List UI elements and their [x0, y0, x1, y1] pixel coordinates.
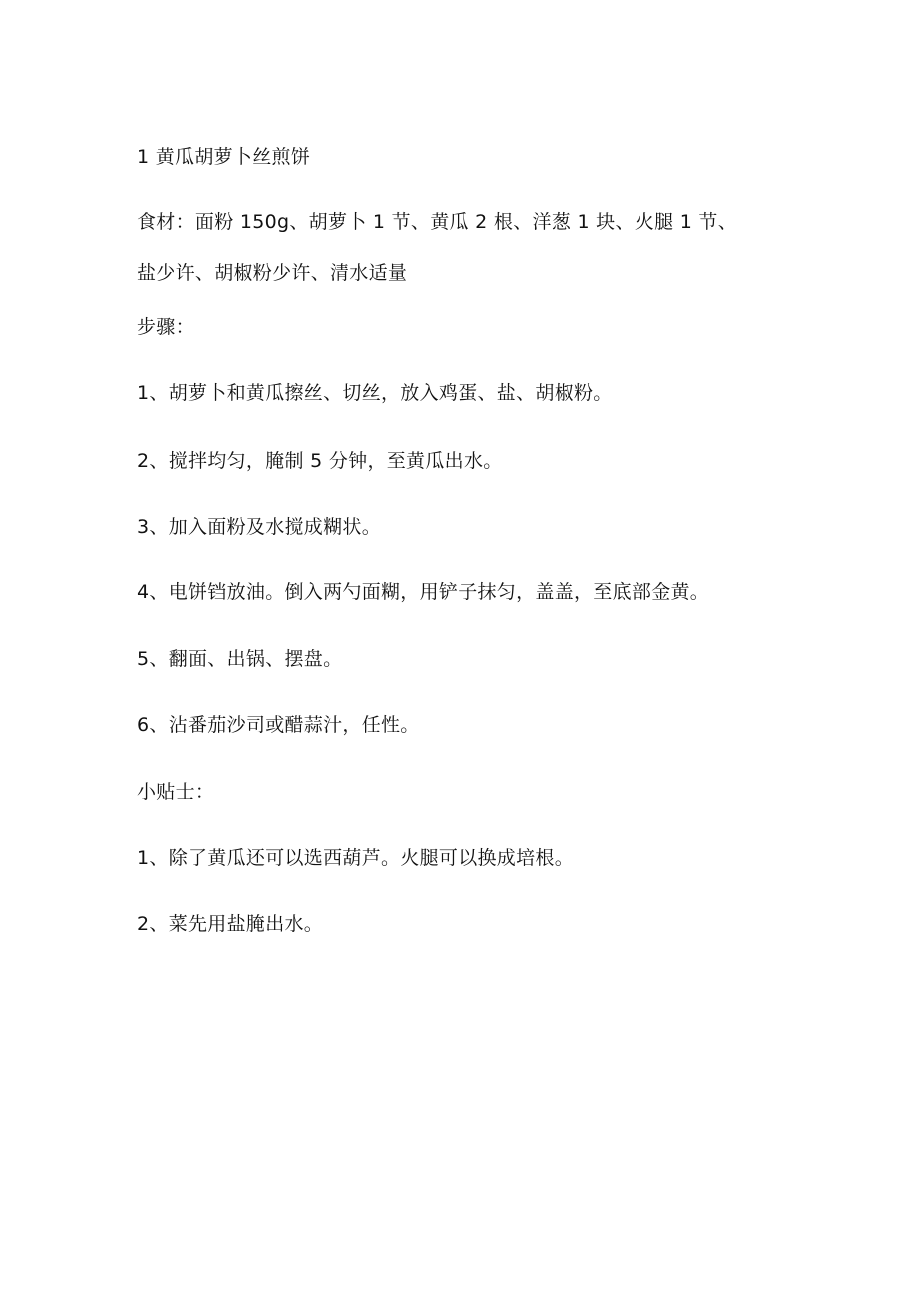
ingredients-line-2: 盐少许、胡椒粉少许、清水适量 — [137, 262, 408, 284]
step-item: 1、胡萝卜和黄瓜擦丝、切丝，放入鸡蛋、盐、胡椒粉。 — [137, 382, 613, 404]
step-item: 6、沾番茄沙司或醋蒜汁，任性。 — [137, 714, 420, 736]
step-item: 3、加入面粉及水搅成糊状。 — [137, 516, 381, 538]
step-item: 5、翻面、出锅、摆盘。 — [137, 648, 343, 670]
tip-item: 2、菜先用盐腌出水。 — [137, 913, 324, 935]
recipe-title: 1 黄瓜胡萝卜丝煎饼 — [137, 146, 311, 168]
tips-heading: 小贴士： — [137, 781, 215, 803]
ingredients-line-1: 食材：面粉 150g、胡萝卜 1 节、黄瓜 2 根、洋葱 1 块、火腿 1 节、 — [137, 211, 738, 233]
step-item: 2、搅拌均匀，腌制 5 分钟，至黄瓜出水。 — [137, 450, 503, 472]
steps-heading: 步骤： — [137, 316, 195, 338]
tip-item: 1、除了黄瓜还可以选西葫芦。火腿可以换成培根。 — [137, 847, 574, 869]
step-item: 4、电饼铛放油。倒入两勺面糊，用铲子抹匀，盖盖，至底部金黄。 — [137, 581, 710, 603]
